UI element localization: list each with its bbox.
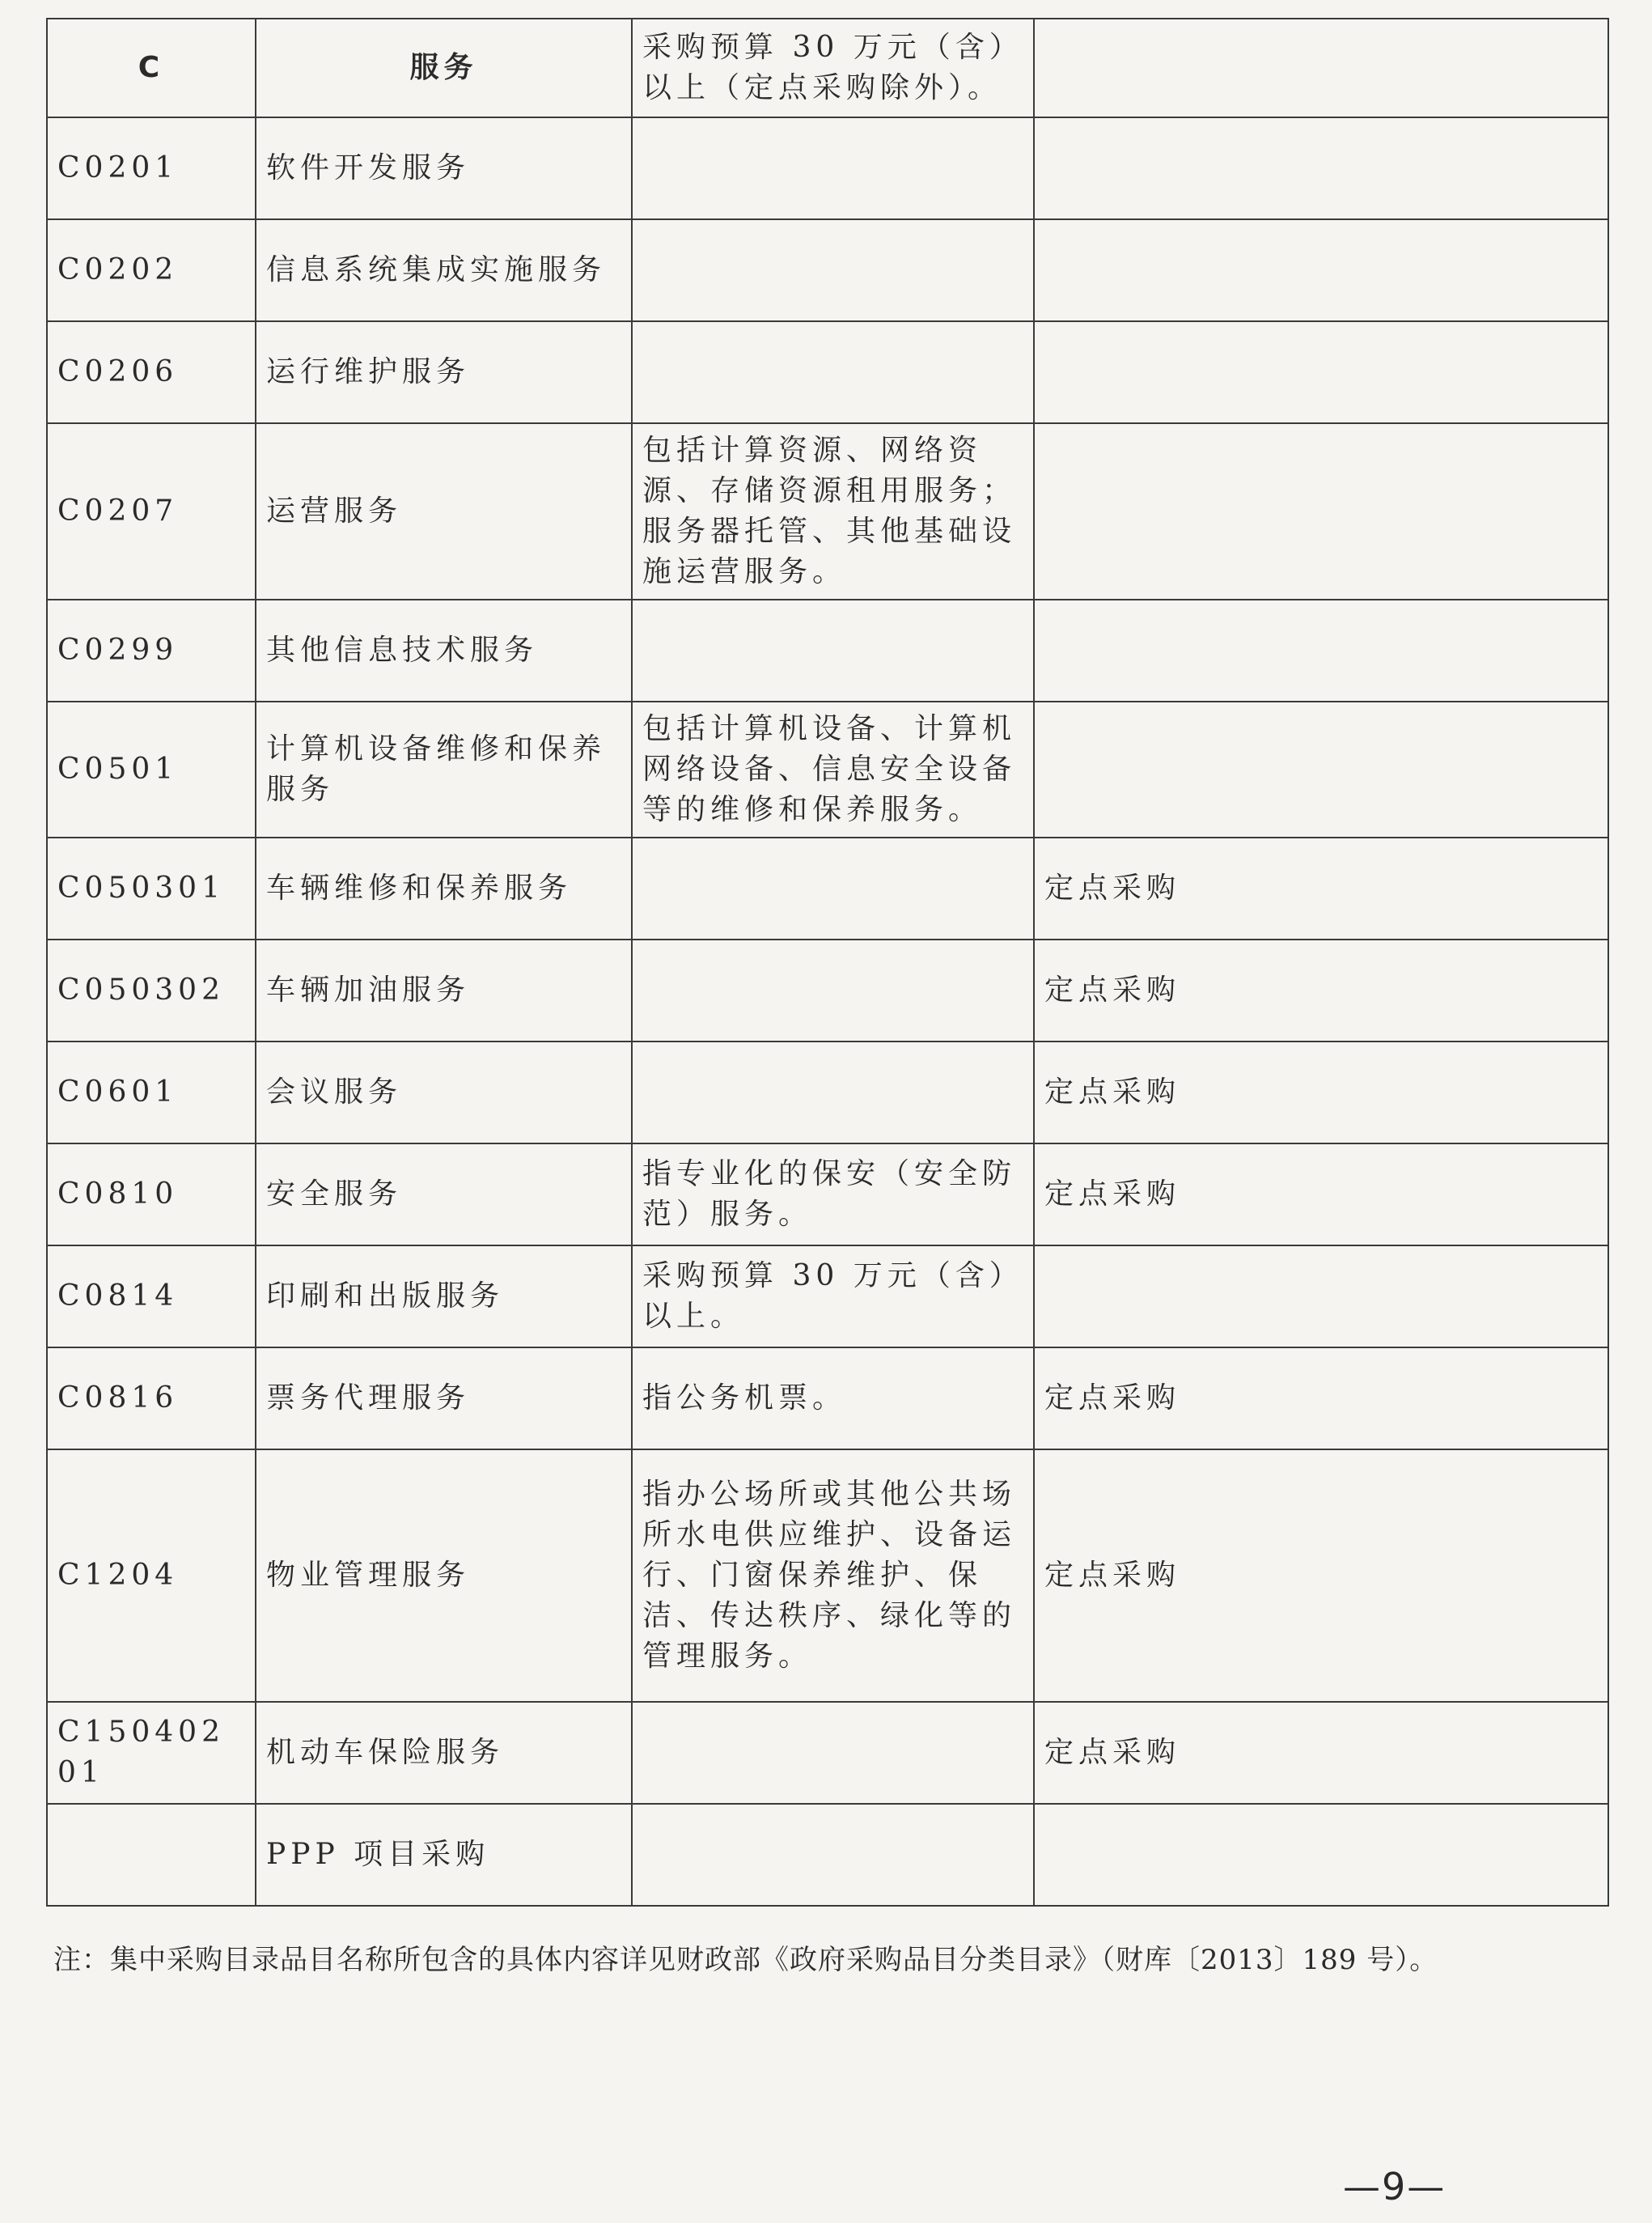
- row-code: C0601: [47, 1042, 256, 1143]
- row-code: C0810: [47, 1143, 256, 1245]
- table-row: [47, 117, 1608, 219]
- table-row: [47, 321, 1608, 423]
- table-row: [47, 1245, 1608, 1347]
- row-code: C1204: [47, 1449, 256, 1702]
- row-note: [632, 321, 1034, 423]
- row-method: 定点采购: [1034, 1042, 1608, 1143]
- row-code: C0206: [47, 321, 256, 423]
- header-note-cell: 采购预算 30 万元（含）以上（定点采购除外）。: [632, 19, 1034, 117]
- row-name: 会议服务: [256, 1042, 632, 1143]
- row-note: [632, 1702, 1034, 1804]
- row-method: 定点采购: [1034, 1143, 1608, 1245]
- row-method: 定点采购: [1034, 1702, 1608, 1804]
- header-method-cell: [1034, 19, 1608, 117]
- row-note: [632, 600, 1034, 702]
- row-name: 安全服务: [256, 1143, 632, 1245]
- row-note: [632, 1042, 1034, 1143]
- row-note: 包括计算机设备、计算机网络设备、信息安全设备等的维修和保养服务。: [632, 702, 1034, 838]
- page-number: —9—: [1343, 2165, 1447, 2208]
- row-method: 定点采购: [1034, 838, 1608, 940]
- table-row: [47, 1804, 1608, 1906]
- row-code: C0816: [47, 1347, 256, 1449]
- row-name: 车辆维修和保养服务: [256, 838, 632, 940]
- row-name: 运营服务: [256, 423, 632, 600]
- row-method: [1034, 321, 1608, 423]
- row-name: 运行维护服务: [256, 321, 632, 423]
- row-code: [47, 1804, 256, 1906]
- row-note: 指办公场所或其他公共场所水电供应维护、设备运行、门窗保养维护、保洁、传达秩序、绿化等的管理服务。: [632, 1449, 1034, 1702]
- row-name: 印刷和出版服务: [256, 1245, 632, 1347]
- table-row: [47, 219, 1608, 321]
- row-code: C050302: [47, 940, 256, 1042]
- row-name: 软件开发服务: [256, 117, 632, 219]
- row-name: 信息系统集成实施服务: [256, 219, 632, 321]
- table-row: [47, 838, 1608, 940]
- row-code: C15040201: [47, 1702, 256, 1804]
- row-code: C0201: [47, 117, 256, 219]
- row-note: [632, 1804, 1034, 1906]
- footnote: 注：集中采购目录品目名称所包含的具体内容详见财政部《政府采购品目分类目录》（财库〔2013〕189 号）。: [53, 1944, 1438, 1976]
- table-row: [47, 1347, 1608, 1449]
- table-row: [47, 1042, 1608, 1143]
- row-note: 指公务机票。: [632, 1347, 1034, 1449]
- table-row: [47, 1702, 1608, 1804]
- row-note: [632, 219, 1034, 321]
- row-method: [1034, 219, 1608, 321]
- row-note: [632, 117, 1034, 219]
- table-row: [47, 702, 1608, 838]
- row-code: C0299: [47, 600, 256, 702]
- table-row: [47, 1143, 1608, 1245]
- row-note: 包括计算资源、网络资源、存储资源租用服务；服务器托管、其他基础设施运营服务。: [632, 423, 1034, 600]
- row-name: 其他信息技术服务: [256, 600, 632, 702]
- header-code-cell: C: [47, 19, 256, 117]
- row-method: [1034, 1804, 1608, 1906]
- table-header-row: [47, 19, 1608, 117]
- row-method: [1034, 117, 1608, 219]
- row-method: 定点采购: [1034, 1347, 1608, 1449]
- row-note: 指专业化的保安（安全防范）服务。: [632, 1143, 1034, 1245]
- header-name-cell: 服务: [256, 19, 632, 117]
- table-row: [47, 1449, 1608, 1702]
- procurement-catalog-table: [46, 18, 1609, 1907]
- row-note: [632, 940, 1034, 1042]
- table-row: [47, 600, 1608, 702]
- table-row: [47, 940, 1608, 1042]
- row-name: 计算机设备维修和保养服务: [256, 702, 632, 838]
- row-name: 机动车保险服务: [256, 1702, 632, 1804]
- row-method: [1034, 702, 1608, 838]
- row-note: 采购预算 30 万元（含）以上。: [632, 1245, 1034, 1347]
- table-row: [47, 423, 1608, 600]
- row-code: C0501: [47, 702, 256, 838]
- row-code: C0207: [47, 423, 256, 600]
- row-name: 物业管理服务: [256, 1449, 632, 1702]
- row-code: C0814: [47, 1245, 256, 1347]
- row-method: 定点采购: [1034, 940, 1608, 1042]
- row-note: [632, 838, 1034, 940]
- row-method: [1034, 423, 1608, 600]
- row-code: C0202: [47, 219, 256, 321]
- row-name: PPP 项目采购: [256, 1804, 632, 1906]
- row-method: [1034, 600, 1608, 702]
- row-name: 票务代理服务: [256, 1347, 632, 1449]
- row-name: 车辆加油服务: [256, 940, 632, 1042]
- row-code: C050301: [47, 838, 256, 940]
- row-method: [1034, 1245, 1608, 1347]
- row-method: 定点采购: [1034, 1449, 1608, 1702]
